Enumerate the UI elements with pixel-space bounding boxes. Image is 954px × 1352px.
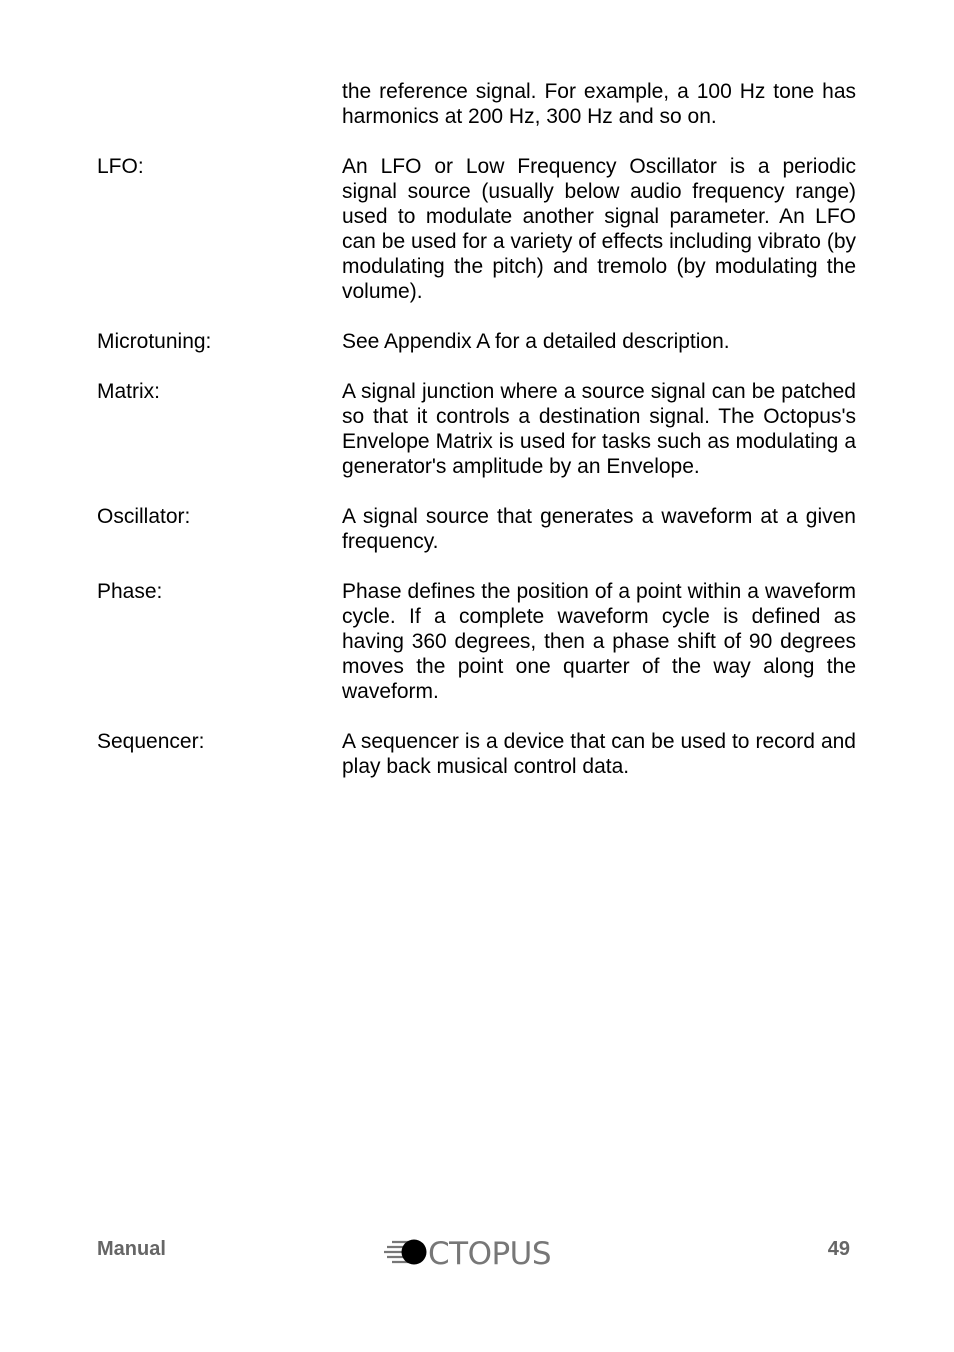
glossary-term: Microtuning: <box>97 330 212 353</box>
glossary-term: Phase: <box>97 580 163 603</box>
glossary-definition: A sequencer is a device that can be used to record and play back musical control data. <box>342 730 856 778</box>
glossary-entry-sequencer <box>97 729 856 779</box>
glossary-entry-microtuning <box>97 329 856 354</box>
logo-wordmark: CTOPUS <box>428 1236 552 1272</box>
footer-manual-label: Manual <box>97 1238 166 1260</box>
glossary-list <box>97 154 856 804</box>
glossary-term: Oscillator: <box>97 505 191 528</box>
glossary-entry-phase <box>97 579 856 704</box>
glossary-definition: See Appendix A for a detailed description. <box>342 330 730 353</box>
glossary-entry-oscillator <box>97 504 856 554</box>
glossary-definition: Phase defines the position of a point within a waveform cycle. If a complete waveform cycle is defined as having 360 degrees, then a phase shift of 90 degrees moves the point one quarter of the way along the waveform. <box>342 580 856 703</box>
glossary-entry-matrix <box>97 379 856 479</box>
glossary-term: Sequencer: <box>97 730 205 753</box>
glossary-definition: A signal source that generates a waveform at a given frequency. <box>342 505 856 553</box>
page-number: 49 <box>827 1238 850 1260</box>
glossary-term: LFO: <box>97 155 144 178</box>
octopus-logo <box>384 1232 574 1272</box>
glossary-entry-lfo <box>97 154 856 304</box>
glossary-definition: A signal junction where a source signal can be patched so that it controls a destination signal. The Octopus's Envelope Matrix is used for tasks such as modulating a generator's amplitude by an Envelope. <box>342 380 856 478</box>
continuation-paragraph: the reference signal. For example, a 100 Hz tone has harmonics at 200 Hz, 300 Hz and so on. <box>342 80 856 128</box>
glossary-definition: An LFO or Low Frequency Oscillator is a periodic signal source (usually below audio frequency range) used to modulate another signal parameter. An LFO can be used for a variety of effects including vibrato (by modulating the pitch) and tremolo (by modulating the volume). <box>342 155 856 303</box>
logo-dot-icon <box>402 1240 427 1265</box>
glossary-term: Matrix: <box>97 380 160 403</box>
